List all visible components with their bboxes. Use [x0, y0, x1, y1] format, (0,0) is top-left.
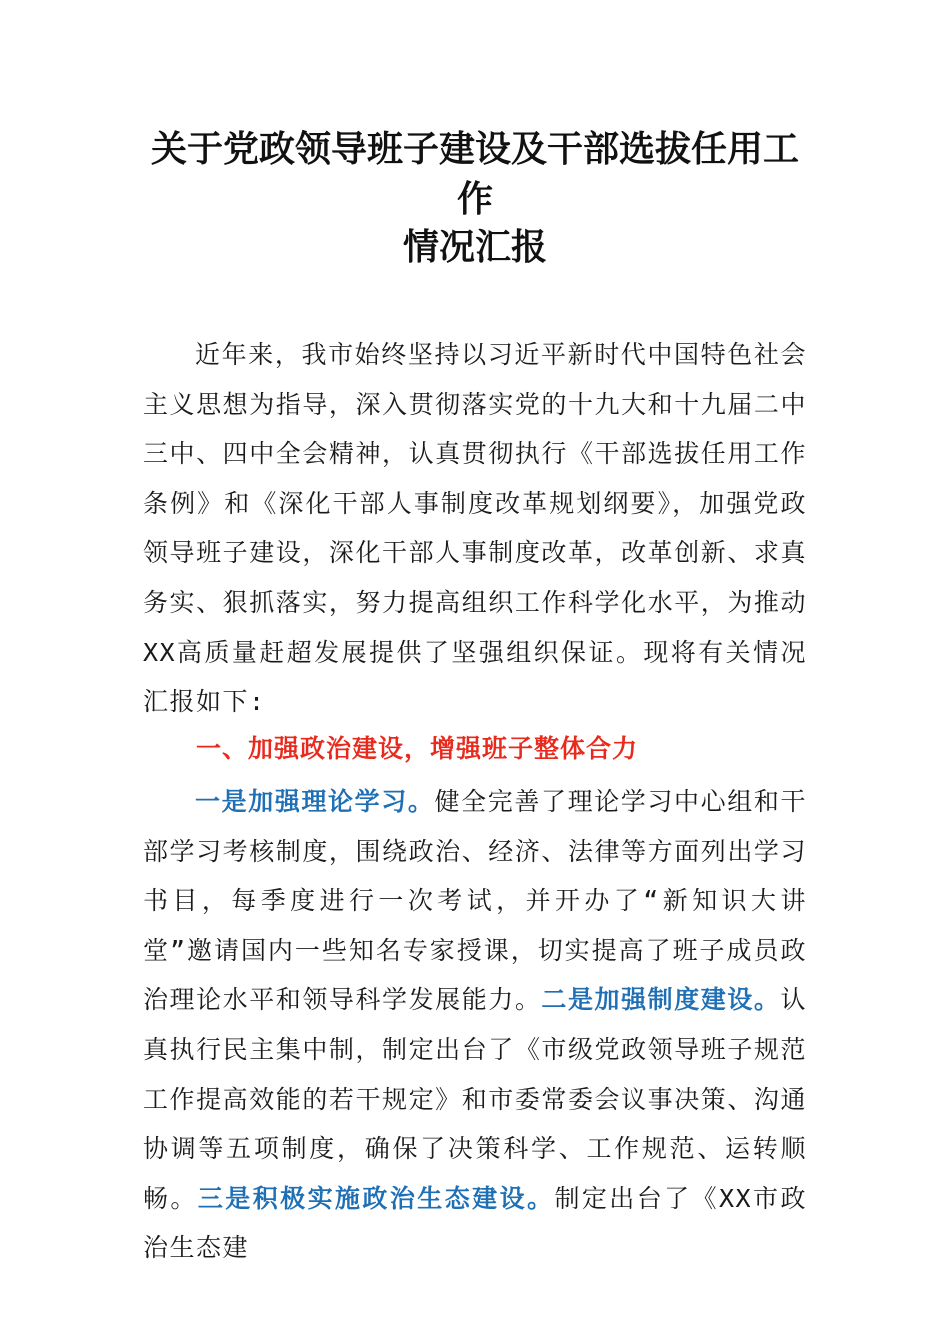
item-3-text: 制定出台了《XX市政治生态建 — [143, 1183, 807, 1263]
item-2-lead: 二是加强制度建设。 — [541, 985, 781, 1015]
item-1-text: 健全完善了理论学习中心组和干部学习考核制度，围绕政治、经济、法律等方面列出学习书目，每季度进行一次考试，并开办了“新知识大讲堂”邀请国内一些知名专家授课，切实提高了班子成员政治理论水平和领导科学发展能力。 — [143, 787, 807, 1015]
item-2-text: 认真执行民主集中制，制定出台了《市级党政领导班子规范工作提高效能的若干规定》和市委常委会议事决策、沟通协调等五项制度，确保了决策科学、工作规范、运转顺畅。 — [143, 985, 807, 1213]
section-1-paragraph — [143, 777, 807, 1273]
intro-paragraph: 近年来，我市始终坚持以习近平新时代中国特色社会主义思想为指导，深入贯彻落实党的十九大和十九届二中三中、四中全会精神，认真贯彻执行《干部选拔任用工作条例》和《深化干部人事制度改革规划纲要》，加强党政领导班子建设，深化干部人事制度改革，改革创新、求真务实、狠抓落实，努力提高组织工作科学化水平，为推动XX高质量赶超发展提供了坚强组织保证。现将有关情况汇报如下: — [143, 340, 807, 717]
doc-title-line-3: 情况汇报 — [402, 226, 547, 268]
section-1-heading: 一、加强政治建设，增强班子整体合力 — [196, 734, 639, 763]
item-3-lead: 三是积极实施政治生态建设。 — [197, 1183, 555, 1213]
doc-title-line-2: 作 — [456, 178, 493, 220]
item-1-lead: 一是加强理论学习。 — [195, 787, 435, 816]
doc-title-line-1: 关于党政领导班子建设及干部选拔任用工 — [150, 128, 799, 170]
